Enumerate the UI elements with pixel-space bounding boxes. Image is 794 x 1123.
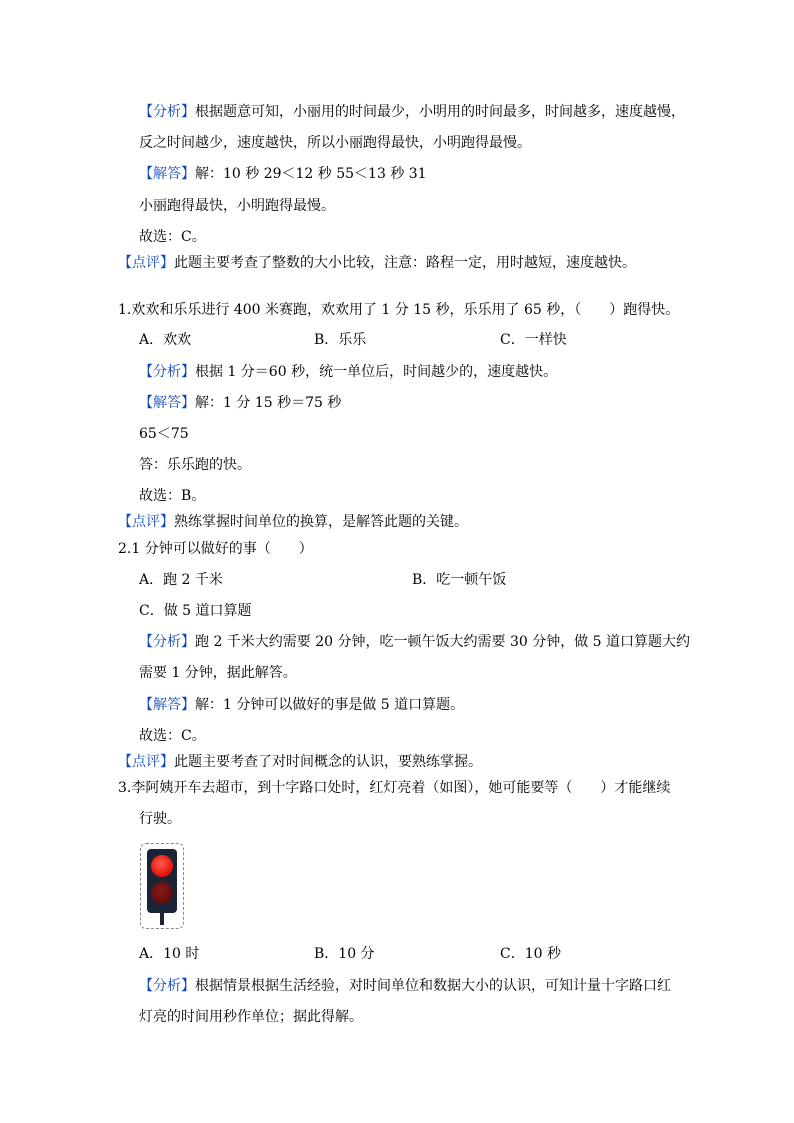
comment-tag: 【点评】 [118,754,174,770]
answer-text: 解：1 分钟可以做好的事是做 5 道口算题。 [195,697,465,713]
answer-text: 答：乐乐跑的快。 [139,457,251,473]
analysis-text: 根据题意可知，小丽用的时间最少，小明用的时间最多，时间越多，速度越慢， [195,104,685,120]
question-3-cont: 行驶。 [139,811,181,827]
comment-line [118,253,636,273]
analysis-line [139,362,557,382]
answer-line [139,695,464,715]
analysis-line [139,102,685,122]
comment-tag: 【点评】 [118,514,174,530]
analysis-text: 需要 1 分钟，据此解答。 [139,665,297,681]
analysis-text: 反之时间越少，速度越快，所以小丽跑得最快，小明跑得最慢。 [139,135,531,151]
answer-tag: 【解答】 [139,166,195,182]
answer-text: 小丽跑得最快，小明跑得最慢。 [139,198,335,214]
option-b: B．10 分 [314,946,375,962]
option-a: A．跑 2 千米 [139,572,223,588]
choice-text: 故选：B。 [139,488,206,504]
comment-line [118,752,482,772]
traffic-light-icon [140,843,184,929]
option-b: B．吃一顿午饭 [412,572,507,588]
red-lamp-icon [151,855,173,877]
analysis-text: 灯亮的时间用秒作单位；据此得解。 [139,1009,363,1025]
comment-text: 熟练掌握时间单位的换算，是解答此题的关键。 [174,514,468,530]
answer-line [139,164,427,184]
answer-tag: 【解答】 [139,395,195,411]
analysis-tag: 【分析】 [139,634,195,650]
comment-line [118,512,468,532]
question-1: 1.欢欢和乐乐进行 400 米赛跑，欢欢用了 1 分 15 秒，乐乐用了 65 秒，（ ）跑得快。 [118,302,680,318]
comment-text: 此题主要考查了整数的大小比较，注意：路程一定，用时越短，速度越快。 [174,255,636,271]
comment-tag: 【点评】 [118,255,174,271]
choice-text: 故选：C。 [139,728,206,744]
traffic-light-pole [160,913,164,925]
choice-text: 故选：C。 [139,229,206,245]
answer-text: 解：10 秒 29＜12 秒 55＜13 秒 31 [195,166,427,182]
analysis-tag: 【分析】 [139,978,195,994]
dim-lamp-icon [151,882,173,904]
option-a: A．10 时 [139,946,200,962]
option-b: B．乐乐 [314,332,367,348]
comment-text: 此题主要考查了对时间概念的认识，要熟练掌握。 [174,754,482,770]
option-a: A．欢欢 [139,332,192,348]
option-c: C．一样快 [500,332,567,348]
option-c: C．10 秒 [500,946,561,962]
answer-tag: 【解答】 [139,697,195,713]
analysis-tag: 【分析】 [139,364,195,380]
option-c: C．做 5 道口算题 [139,603,252,619]
question-2: 2.1 分钟可以做好的事（ ） [118,541,313,557]
analysis-text: 根据情景根据生活经验，对时间单位和数据大小的认识，可知计量十字路口红 [195,978,671,994]
analysis-tag: 【分析】 [139,104,195,120]
answer-line [139,393,341,413]
traffic-light-body [147,849,177,913]
analysis-line [139,976,671,996]
analysis-line [139,632,690,652]
question-3: 3.李阿姨开车去超市，到十字路口处时，红灯亮着（如图），她可能要等（ ）才能继续 [118,780,671,796]
answer-text: 解：1 分 15 秒＝75 秒 [195,395,342,411]
analysis-text: 根据 1 分＝60 秒，统一单位后，时间越少的，速度越快。 [195,364,558,380]
answer-text: 65＜75 [139,426,189,442]
analysis-text: 跑 2 千米大约需要 20 分钟，吃一顿午饭大约需要 30 分钟，做 5 道口算题大约 [195,634,691,650]
